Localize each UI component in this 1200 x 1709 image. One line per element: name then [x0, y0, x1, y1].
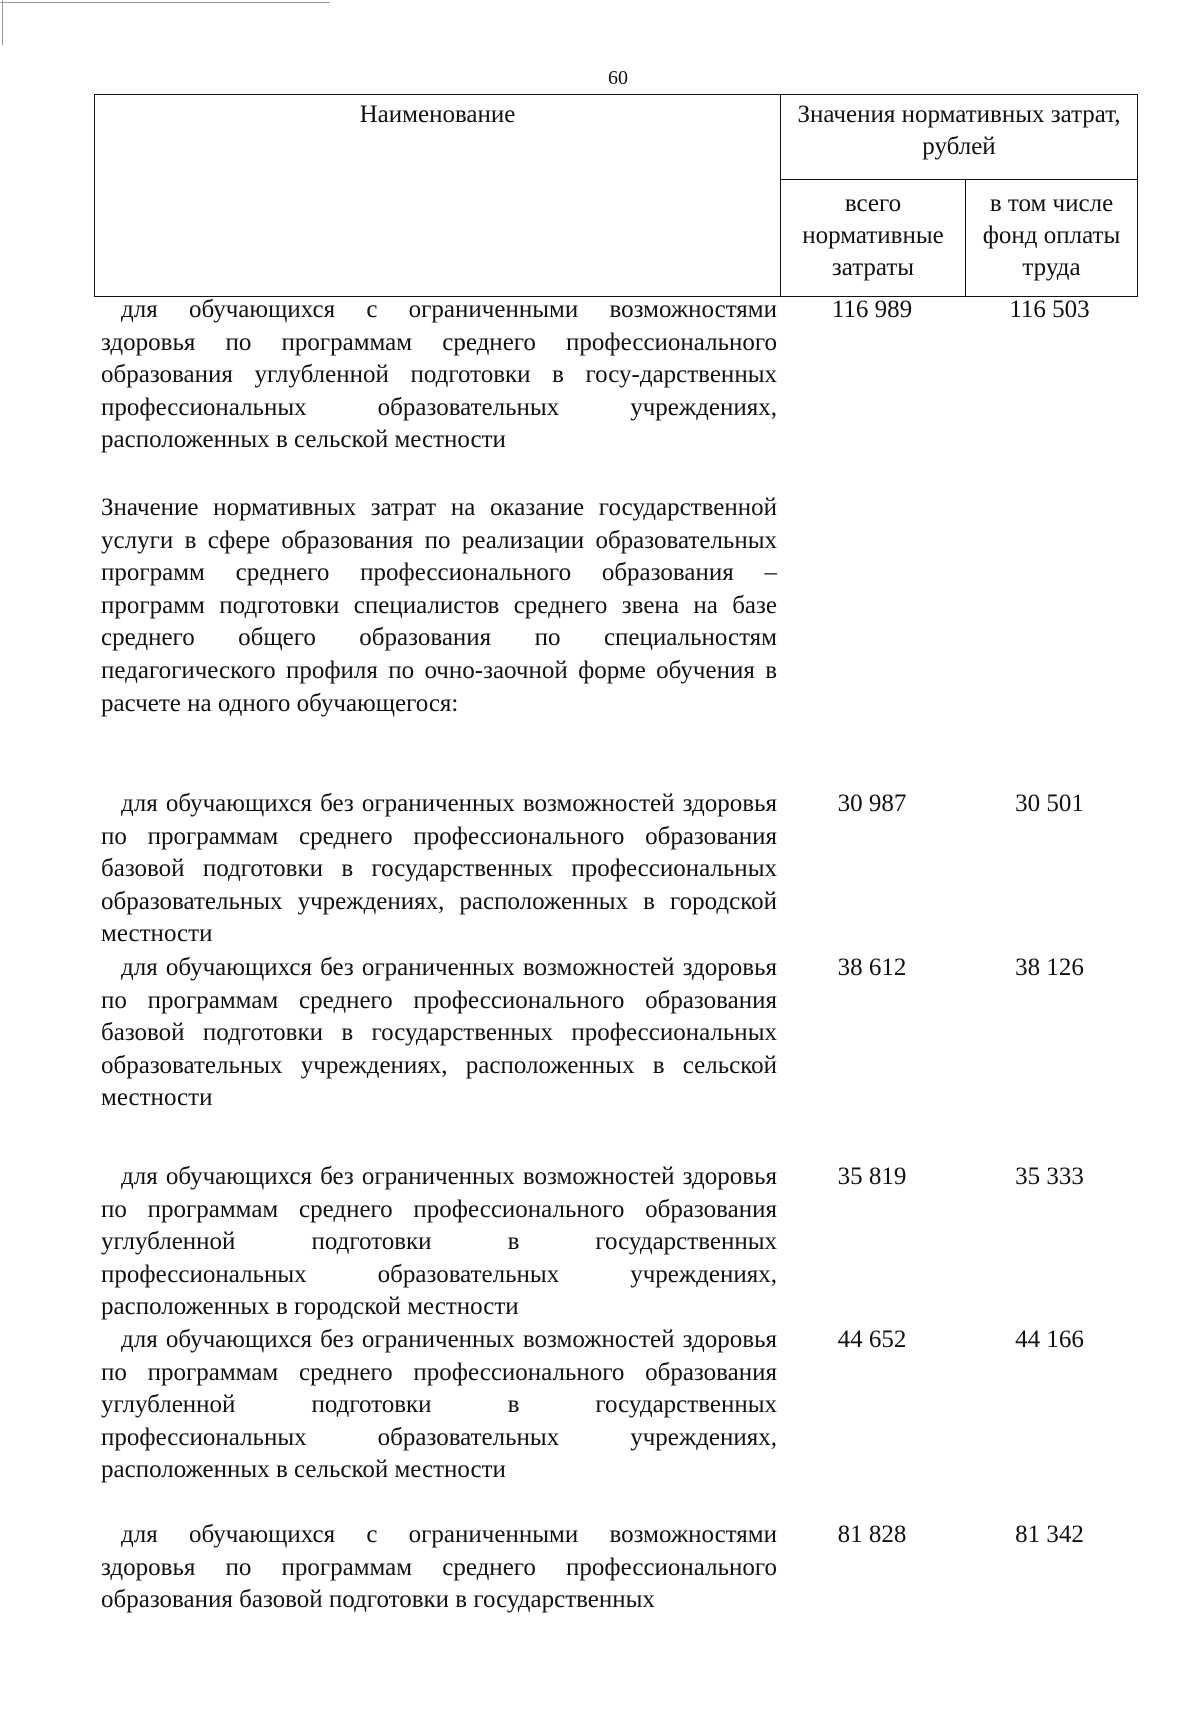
section-description: Значение нормативных затрат на оказание государственной услуги в сфере образования по реализации образовательных программ среднего профессионального образования – программ подготовки специалистов среднего звена на базе среднего общего образования по специальностям педагогического профиля по очно-заочной форме обучения в расчете на одного обучающегося:	[101, 494, 777, 717]
row-total-cost: 38 612	[837, 954, 907, 981]
row-total-cost: 35 819	[837, 1163, 907, 1190]
row-wage-fund: 35 333	[1015, 1163, 1084, 1190]
row-description: для обучающихся без ограниченных возможностей здоровья по программам среднего профессионального образования базовой подготовки в государственных профессиональных образовательных учреждениях, расположенных в городской местности	[101, 790, 777, 948]
row-wage-fund: 44 166	[1015, 1326, 1084, 1353]
row-description: для обучающихся без ограниченных возможностей здоровья по программам среднего профессионального образования углубленной подготовки в государственных профессиональных образовательных учреждениях, расположенных в городской местности	[101, 1163, 777, 1321]
row-total-cost: 44 652	[837, 1326, 907, 1353]
row-description: для обучающихся с ограниченными возможностями здоровья по программам среднего профессионального образования углубленной подготовки в госу-дарственных профессиональных образовательных учреждениях, расположенных в сельской местности	[101, 296, 777, 454]
page-number: 60	[608, 67, 628, 89]
row-wage-fund: 116 503	[1009, 296, 1090, 323]
header-values-group: Значения нормативных затрат, рублей	[781, 95, 1138, 180]
row-total-cost: 116 989	[831, 296, 913, 323]
row-total-cost: 30 987	[837, 790, 907, 817]
header-name-cell: Наименование	[95, 95, 781, 297]
row-description: для обучающихся с ограниченными возможностями здоровья по программам среднего профессионального образования базовой подготовки в государственных	[101, 1521, 777, 1614]
header-total-cost: всего нормативные затраты	[781, 180, 966, 297]
row-wage-fund: 81 342	[1015, 1521, 1084, 1548]
row-description: для обучающихся без ограниченных возможностей здоровья по программам среднего профессионального образования углубленной подготовки в государственных профессиональных образовательных учреждениях, расположенных в сельской местности	[101, 1326, 777, 1484]
row-description: для обучающихся без ограниченных возможностей здоровья по программам среднего профессионального образования базовой подготовки в государственных профессиональных образовательных учреждениях, расположенных в сельской местности	[101, 954, 777, 1112]
header-wage-fund: в том числе фонд оплаты труда	[966, 180, 1138, 297]
row-wage-fund: 38 126	[1015, 954, 1084, 981]
scan-edge-top	[0, 2, 330, 3]
table-header	[94, 94, 1138, 297]
row-total-cost: 81 828	[837, 1521, 907, 1548]
scan-edge-left	[2, 0, 3, 45]
row-wage-fund: 30 501	[1015, 790, 1084, 817]
